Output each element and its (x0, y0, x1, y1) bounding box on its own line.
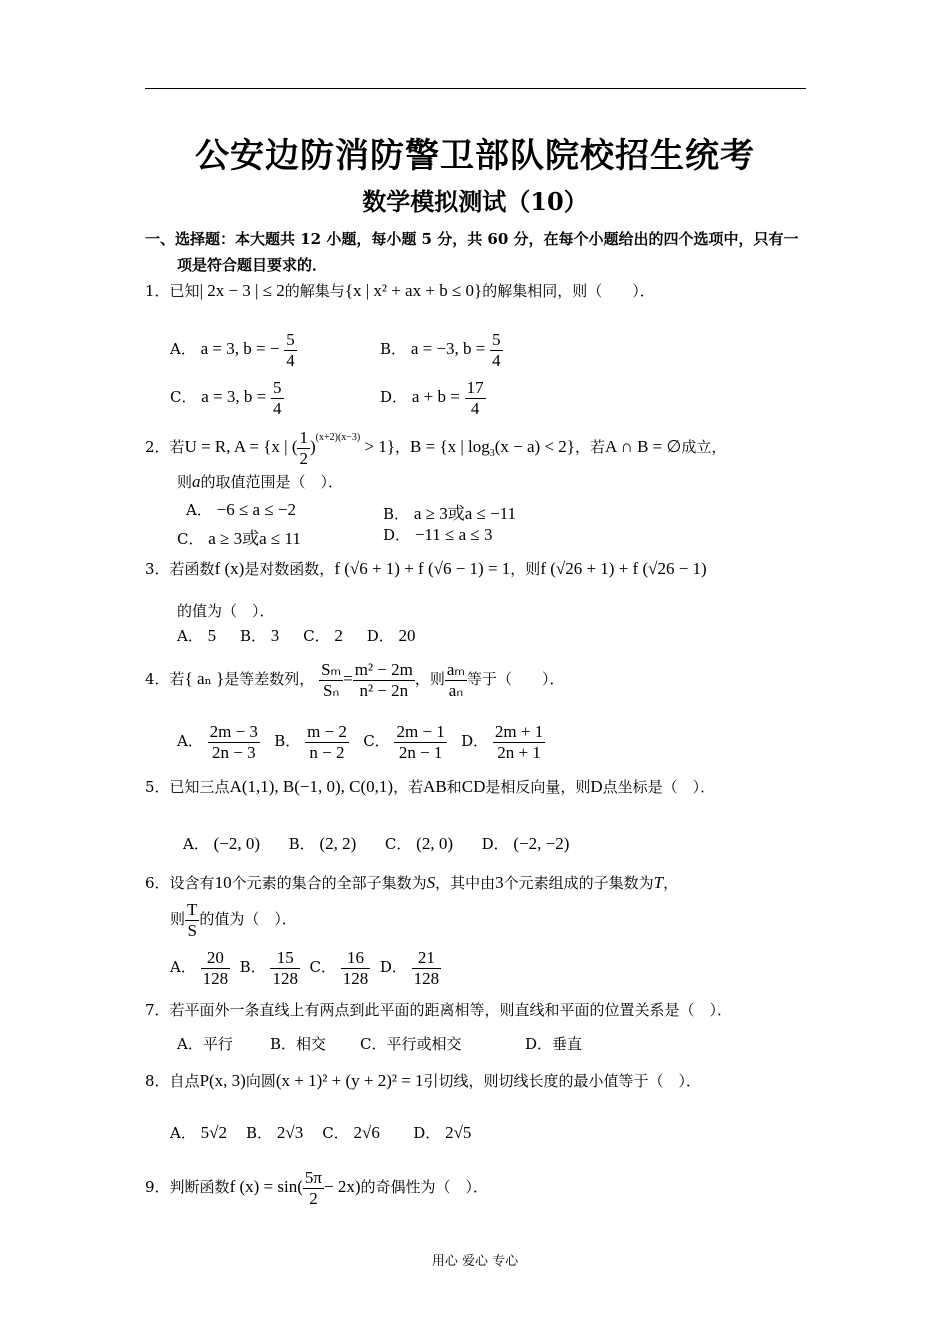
document-title: 公安边防消防警卫部队院校招生统考 (195, 136, 755, 176)
q2-option-b: B． a ≥ 3或a ≤ −11 (383, 504, 517, 523)
document-subtitle: 数学模拟测试（10） (362, 187, 588, 216)
q7-option-b: B．相交 (270, 1035, 327, 1053)
q3-options: A． 5 B． 3 C． 2 D． 20 (177, 626, 416, 645)
q7-option-d: D．垂直 (525, 1035, 583, 1053)
q2-option-a: A． −6 ≤ a ≤ −2 (186, 500, 297, 519)
q7-option-c: C．平行或相交 (360, 1035, 462, 1053)
q2-option-d: D． −11 ≤ a ≤ 3 (383, 525, 493, 544)
question-9: 9．判断函数f (x) = sin( $\frac{5\pi}{2}$ − 2x)的奇偶性为（ ）． (145, 1168, 488, 1208)
fraction: $\frac{\text{m² − 2m}}{\text{n² − 2n}}$ (354, 660, 413, 700)
question-8: 8．自点P(x, 3)向圆(x + 1)² + (y + 2)² = 1引切线，则切线长度的最小值等于（ ）． (145, 1071, 702, 1090)
fraction: $\frac{\text{aₘ}}{\text{aₙ}}$ (446, 660, 466, 700)
fraction: $\frac{\text{Sₘ}}{\text{Sₙ}}$ (321, 660, 342, 700)
q1-option-c: C． a = 3, b = $\frac{5}{4}$ (170, 378, 282, 418)
question-number: 1． (145, 282, 170, 300)
q6-options: A． $\frac{20}{128}$ B． $\frac{15}{128}$ C． $\frac{16}{128}$ D． $\frac{21}{128}$ (170, 948, 440, 988)
question-5: 5．已知三点A(1,1), B(−1, 0), C(0,1)，若AB和CD是相反向量，则D点坐标是（ ）． (145, 777, 716, 796)
q5-options: A． (−2, 0) B． (2, 2) C． (2, 0) D． (−2, −2) (183, 834, 570, 853)
question-4: 4．若{ aₙ }是等差数列， $\frac{\text{Sₘ}}{\text{Sₙ}}$ = $\frac{\text{m² − 2m}}{\text{n² − 2n}}$ ，则 $\frac{\text{aₘ}}{\text{aₙ}}$ 等于（ ）． (145, 660, 565, 700)
fraction: $\frac{5}{4}$ (492, 330, 501, 370)
question-1: 1．已知| 2x − 3 | ≤ 2的解集与{x | x² + ax + b ≤ 0}的解集相同，则（ ）． (145, 281, 655, 300)
question-3-line2: 的值为（ ）． (177, 602, 275, 620)
question-3: 3．若函数f (x)是对数函数，f (√6 + 1) + f (√6 − 1) = 1，则f (√26 + 1) + f (√26 − 1) (145, 559, 707, 578)
section-heading-line2: 项是符合题目要求的． (177, 256, 328, 274)
question-6-line2: 则 $\frac{T}{S}$ 的值为（ ）． (170, 900, 297, 940)
fraction: $\frac{5}{4}$ (286, 330, 295, 370)
question-2-line2: 则a的取值范围是（ ）． (177, 472, 344, 491)
fraction: $\frac{5}{4}$ (273, 378, 282, 418)
q4-options: A． $\frac{2m - 3}{2n - 3}$ B． $\frac{m - 2}{n - 2}$ C． $\frac{2m - 1}{2n - 1}$ D． $\frac{2m + 1}{2n + 1}$ (177, 722, 544, 762)
header-rule (145, 88, 806, 89)
section-heading-line1: 一、选择题：本大题共 12 小题，每小题 5 分，共 60 分，在每个小题给出的四个选项中，只有一 (145, 230, 799, 248)
question-7: 7．若平面外一条直线上有两点到此平面的距离相等，则直线和平面的位置关系是（ ）． (145, 1001, 733, 1019)
q1-option-d: D． a + b = $\frac{17}{4}$ (380, 378, 484, 418)
q1-option-b: B． a = −3, b = $\frac{5}{4}$ (380, 330, 501, 370)
q1-option-a: A． a = 3, b = − $\frac{5}{4}$ (170, 330, 295, 370)
page-footer: 用心 爱心 专心 (431, 1254, 519, 1269)
q7-option-a: A．平行 (177, 1035, 233, 1053)
question-2: 2．若U = R, A = {x | ( $\frac{1}{2}$ )$^{(x+2)(x-3)}$ > 1}，B = {x | $\log_3(x - a) < 2$}，若A ∩ B = ∅成立， (145, 428, 727, 468)
fraction: $\frac{1}{2}$ (299, 428, 308, 468)
q8-options: A． 5√2 B． 2√3 C． 2√6 D． 2√5 (170, 1123, 472, 1142)
q2-option-c: C． a ≥ 3或a ≤ 11 (177, 529, 301, 548)
fraction: $\frac{17}{4}$ (466, 378, 484, 418)
question-6: 6．设含有10个元素的集合的全部子集数为S，其中由3个元素组成的子集数为T， (145, 873, 679, 892)
